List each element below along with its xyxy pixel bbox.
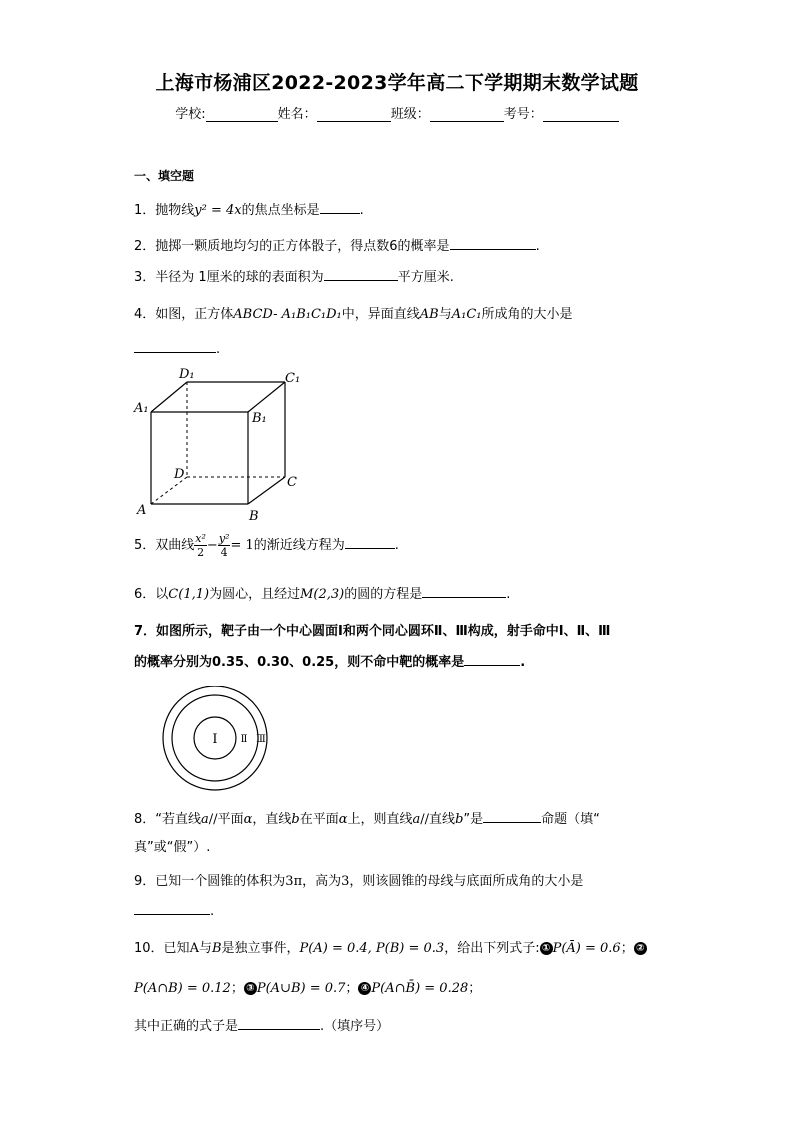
- volume-value: 3π: [285, 874, 303, 889]
- point-m: M(2,3): [300, 587, 345, 602]
- period: .: [216, 342, 221, 357]
- question-text: 抛物线: [155, 203, 195, 218]
- question-10-line-3: [134, 1015, 389, 1034]
- period: .: [394, 538, 399, 553]
- period: .: [359, 203, 364, 218]
- parallel-sign: //: [208, 812, 218, 827]
- question-8-line-2: [134, 836, 210, 855]
- question-number: 1．: [134, 203, 156, 218]
- school-blank[interactable]: [206, 108, 278, 122]
- question-number: 2．: [134, 239, 156, 254]
- expression-3: P(A∪B) = 0.7: [256, 981, 346, 996]
- question-text: 的渐近线方程为: [253, 538, 345, 553]
- vertex-a: A: [137, 503, 147, 518]
- question-2: [134, 235, 540, 254]
- circled-number-2: ②: [634, 942, 647, 955]
- cube-name: ABCD- A₁B₁C₁D₁: [233, 307, 342, 322]
- question-text: 以: [155, 587, 169, 602]
- question-number: 5．: [134, 538, 156, 553]
- target-figure: [160, 686, 270, 796]
- question-1: [134, 199, 364, 218]
- question-text: 在平面: [299, 812, 339, 827]
- vertex-b1: B₁: [252, 411, 267, 426]
- line-ab: AB: [419, 307, 439, 322]
- event-b: B: [211, 941, 222, 956]
- question-number: 7．: [134, 624, 157, 639]
- question-number: 9．: [134, 874, 156, 889]
- number-label: 考号：: [503, 107, 543, 122]
- circled-number-1: ①: [540, 942, 553, 955]
- period: .: [210, 904, 215, 919]
- question-text: 半径为 1厘米的球的表面积为: [155, 270, 324, 285]
- answer-blank[interactable]: [134, 340, 216, 353]
- question-text: 与: [198, 941, 212, 956]
- period: .: [506, 587, 511, 602]
- question-text: 双曲线: [155, 538, 195, 553]
- answer-blank[interactable]: [238, 1017, 320, 1030]
- circled-number-3: ③: [244, 982, 257, 995]
- fraction-x: $\frac{\text{x²}}{2}$: [195, 532, 206, 559]
- period: .: [535, 239, 540, 254]
- question-text: 是独立事件，: [221, 941, 300, 956]
- question-text: 抛掷一颗质地均匀的正方体骰子，得点数6的概率是: [155, 239, 450, 254]
- question-text: 命题（填“: [541, 812, 600, 827]
- question-text: 为圆心，且经过: [209, 587, 301, 602]
- vertex-c1: C₁: [285, 371, 301, 386]
- answer-blank[interactable]: [324, 268, 398, 281]
- answer-blank[interactable]: [483, 810, 541, 823]
- question-8: [134, 808, 600, 827]
- line-a: a: [201, 812, 209, 827]
- question-number: 4．: [134, 307, 156, 322]
- ring-label-ii: Ⅱ: [240, 734, 248, 745]
- expression-4: P(A∩B̄) = 0.28: [371, 981, 469, 996]
- question-text: 上，则直线: [347, 812, 413, 827]
- event-a: A: [189, 941, 199, 956]
- question-text: ，给出下列式子:: [444, 941, 540, 956]
- name-label: 姓名：: [277, 107, 317, 122]
- question-text: 与: [438, 307, 452, 322]
- ring-label-iii: Ⅲ: [256, 734, 266, 745]
- question-text: ，直线: [252, 812, 292, 827]
- question-10: [134, 937, 647, 956]
- plane-alpha: α: [243, 812, 253, 827]
- vertex-d1: D₁: [179, 367, 195, 382]
- number-blank[interactable]: [543, 108, 619, 122]
- parallel-sign: //: [420, 812, 430, 827]
- question-4-answer: [134, 340, 220, 357]
- expression-2: P(A∩B) = 0.12: [134, 981, 231, 996]
- question-5: [134, 532, 399, 559]
- period: .: [520, 655, 526, 670]
- answer-blank[interactable]: [464, 653, 520, 666]
- question-text: 直线: [429, 812, 456, 827]
- question-number: 8．: [134, 812, 156, 827]
- name-blank[interactable]: [317, 108, 391, 122]
- question-number: 6．: [134, 587, 156, 602]
- line-b: b: [455, 812, 464, 827]
- height-value: 3: [341, 874, 350, 889]
- question-number: 3．: [134, 270, 156, 285]
- question-7-line-2: [134, 651, 525, 670]
- circled-number-4: ④: [358, 982, 371, 995]
- equation: y² = 4x: [194, 203, 242, 218]
- vertex-c: C: [287, 475, 297, 490]
- question-text: 所成角的大小是: [481, 307, 573, 322]
- question-number: 10．: [134, 941, 164, 956]
- question-text: 的圆的方程是: [344, 587, 423, 602]
- question-9: [134, 870, 583, 889]
- equals-one: = 1: [230, 538, 254, 553]
- plane-alpha: α: [338, 812, 348, 827]
- question-text: .（填序号）: [320, 1019, 390, 1034]
- question-text: 如图，正方体: [155, 307, 234, 322]
- point-c: C(1,1): [168, 587, 210, 602]
- question-text: 真”或“假”）.: [134, 840, 211, 855]
- section-title: 一、填空题: [134, 169, 195, 183]
- question-7: [134, 620, 610, 639]
- cube-figure: [130, 362, 310, 528]
- question-text: 中，异面直线: [341, 307, 420, 322]
- question-text: 如图所示，靶子由一个中心圆面Ⅰ和两个同心圆环Ⅱ、Ⅲ构成，射手命中Ⅰ、Ⅱ、Ⅲ: [156, 624, 611, 639]
- class-blank[interactable]: [430, 108, 504, 122]
- vertex-d: D: [174, 467, 185, 482]
- answer-blank[interactable]: [345, 536, 395, 549]
- vertex-a1: A₁: [134, 401, 149, 416]
- question-text: 已知一个圆锥的体积为: [155, 874, 286, 889]
- question-3: [134, 266, 454, 285]
- question-10-line-2: [134, 977, 481, 996]
- question-text: 已知: [163, 941, 190, 956]
- line-a1c1: A₁C₁: [451, 307, 482, 322]
- question-text: 平面: [217, 812, 244, 827]
- expression-1: P(Ā) = 0.6: [552, 941, 621, 956]
- answer-blank[interactable]: [422, 585, 506, 598]
- line-b: b: [291, 812, 300, 827]
- question-text: ”是: [463, 812, 484, 827]
- question-text: ，高为: [302, 874, 342, 889]
- question-text: “若直线: [155, 812, 202, 827]
- answer-blank[interactable]: [134, 902, 210, 915]
- question-text: 平方厘米.: [397, 270, 454, 285]
- question-text: 的焦点坐标是: [241, 203, 320, 218]
- question-text: 的概率分别为0.35、0.30、0.25，则不命中靶的概率是: [134, 655, 465, 670]
- fraction-y: $\frac{\text{y²}}{4}$: [218, 532, 230, 559]
- answer-blank[interactable]: [450, 237, 536, 250]
- student-info-line: [0, 103, 794, 122]
- vertex-b: B: [249, 509, 259, 524]
- answer-blank[interactable]: [320, 201, 360, 214]
- given-probabilities: P(A) = 0.4, P(B) = 0.3: [299, 941, 445, 956]
- page-title: 上海市杨浦区2022-2023学年高二下学期期末数学试题: [155, 72, 639, 94]
- question-9-answer: [134, 902, 214, 919]
- question-6: [134, 583, 510, 602]
- question-4: [134, 303, 573, 322]
- minus-sign: −: [206, 538, 218, 553]
- school-label: 学校:: [175, 107, 206, 122]
- question-text: ，则该圆锥的母线与底面所成角的大小是: [349, 874, 584, 889]
- separator: ；: [468, 981, 482, 996]
- ring-label-i: I: [212, 732, 218, 747]
- separator: ；: [345, 981, 359, 996]
- line-a: a: [412, 812, 421, 827]
- question-text: 其中正确的式子是: [134, 1019, 239, 1034]
- class-label: 班级：: [390, 107, 430, 122]
- separator: ；: [230, 981, 244, 996]
- separator: ；: [620, 941, 634, 956]
